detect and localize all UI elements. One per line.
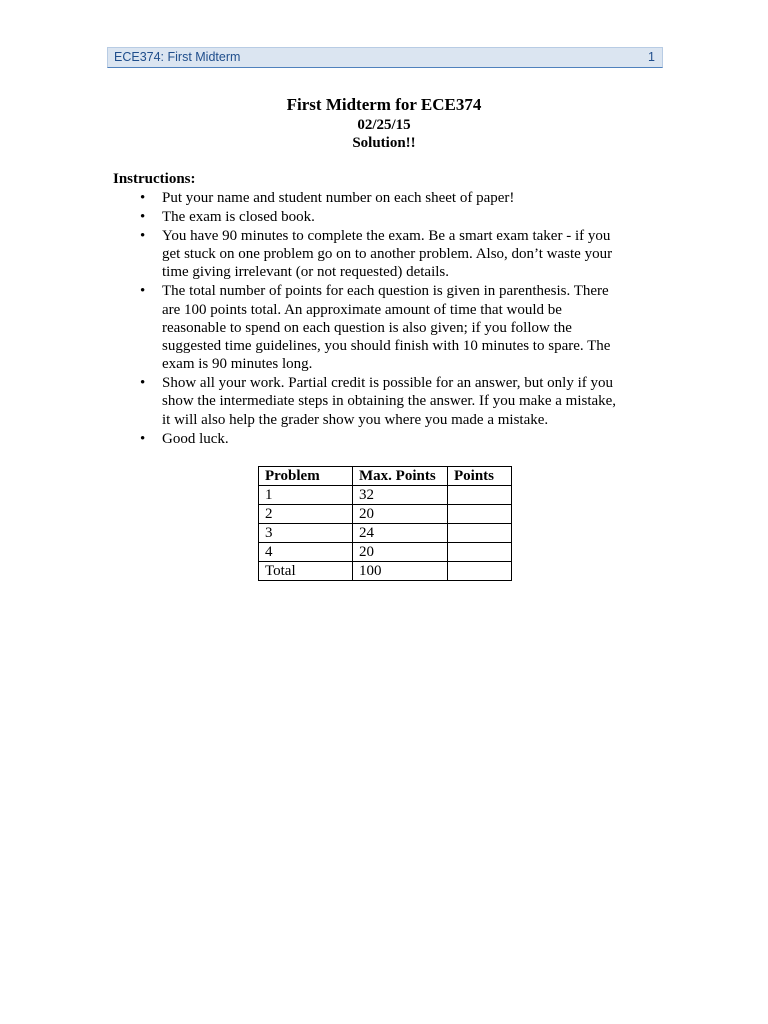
table-row — [259, 543, 512, 562]
instruction-line: • Good luck. — [162, 430, 229, 447]
instruction-line: are 100 points total. An approximate amount of time that would be — [162, 301, 562, 318]
instruction-item — [162, 374, 616, 429]
exam-title: First Midterm for ECE374 — [286, 95, 482, 114]
instruction-line: • Put your name and student number on each sheet of paper! — [162, 190, 515, 206]
instruction-line: show the intermediate steps in obtaining the answer. If you make a mistake, — [162, 393, 617, 410]
instruction-line: • The total number of points for each question is given in parenthesis. There — [162, 283, 609, 300]
instructions-list — [162, 189, 616, 449]
instruction-line: suggested time guidelines, you should finish with 10 minutes to spare. The — [162, 338, 611, 355]
table-row — [259, 505, 512, 524]
column-header-problem: Problem — [259, 467, 353, 486]
instruction-item — [162, 227, 616, 282]
instruction-item — [162, 208, 616, 226]
table-row — [259, 524, 512, 543]
header-course-label: ECE374: First Midterm — [114, 50, 241, 64]
instruction-line: time giving irrelevant (or not requested) details. — [162, 264, 449, 281]
instruction-line: it will also help the grader show you where you made a mistake. — [162, 411, 549, 428]
header-page-number: 1 — [648, 50, 655, 64]
instruction-line: get stuck on one problem go on to another problem. Also, don’t waste your — [162, 246, 613, 263]
problem-cell: Total — [259, 562, 353, 581]
instruction-line: exam is 90 minutes long. — [162, 356, 313, 373]
instruction-item — [162, 189, 616, 207]
table-header-row — [259, 467, 512, 486]
problem-cell: 3 — [259, 524, 353, 543]
exam-date: 02/25/15 — [357, 117, 411, 133]
instruction-item — [162, 430, 616, 448]
instruction-line: reasonable to spend on each question is also given; if you follow the — [162, 319, 572, 336]
max-points-cell: 20 — [353, 505, 448, 524]
max-points-cell: 32 — [353, 486, 448, 505]
max-points-cell: 24 — [353, 524, 448, 543]
table-total-row — [259, 562, 512, 581]
solution-label: Solution!! — [352, 135, 416, 151]
table-row — [259, 486, 512, 505]
points-cell — [448, 524, 512, 543]
running-header — [107, 47, 663, 68]
points-cell — [448, 562, 512, 581]
max-points-cell: 100 — [353, 562, 448, 581]
points-cell — [448, 543, 512, 562]
problem-cell: 1 — [259, 486, 353, 505]
instruction-item — [162, 282, 616, 373]
problem-cell: 4 — [259, 543, 353, 562]
points-cell — [448, 505, 512, 524]
column-header-points: Points — [448, 467, 512, 486]
max-points-cell: 20 — [353, 543, 448, 562]
score-table — [258, 466, 512, 581]
points-cell — [448, 486, 512, 505]
problem-cell: 2 — [259, 505, 353, 524]
instruction-line: • Show all your work. Partial credit is possible for an answer, but only if you — [162, 375, 613, 392]
instruction-line: • The exam is closed book. — [162, 209, 315, 225]
instruction-line: • You have 90 minutes to complete the exam. Be a smart exam taker - if you — [162, 228, 611, 244]
column-header-max-points: Max. Points — [353, 467, 448, 486]
instructions-heading: Instructions: — [113, 171, 196, 187]
